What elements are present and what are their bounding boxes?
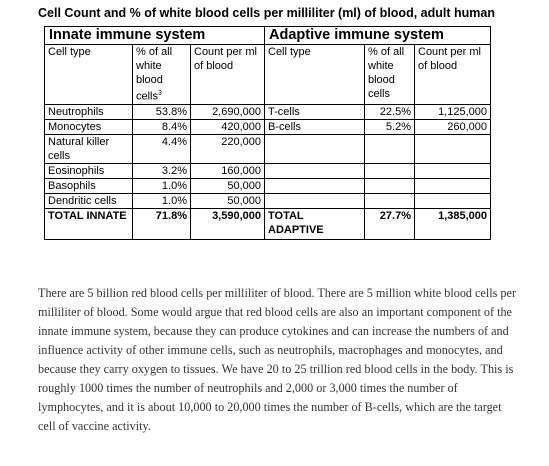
footnote-marker: 3 [158,90,162,97]
innate-cell-count: 50,000 [191,178,265,193]
innate-cell-type: Basophils [45,178,133,193]
total-row [45,208,491,239]
innate-cell-pct: 3.2% [133,163,191,178]
innate-cell-pct: 4.4% [133,134,191,163]
innate-total-pct: 71.8% [133,208,191,239]
innate-heading: Innate immune system [45,27,265,45]
adaptive-empty-cell [415,134,491,163]
adaptive-empty-cell [415,178,491,193]
adaptive-empty-cell [365,134,415,163]
section-header-row [45,27,491,45]
adaptive-cell-count: 260,000 [415,119,491,134]
adaptive-empty-cell [265,193,365,208]
adaptive-heading: Adaptive immune system [265,27,491,45]
adaptive-empty-cell [265,178,365,193]
innate-cell-pct: 1.0% [133,193,191,208]
adaptive-empty-cell [365,193,415,208]
innate-cell-count: 50,000 [191,193,265,208]
table-row [45,104,491,119]
innate-cell-pct: 1.0% [133,178,191,193]
adaptive-total-pct: 27.7% [365,208,415,239]
innate-cell-count: 2,690,000 [191,104,265,119]
innate-cell-count: 420,000 [191,119,265,134]
table-row [45,134,491,163]
table-row [45,178,491,193]
table-row [45,119,491,134]
innate-col-count: Count per ml of blood [191,45,265,105]
innate-total-label: TOTAL INNATE [45,208,133,239]
table-row [45,163,491,178]
innate-cell-count: 220,000 [191,134,265,163]
adaptive-cell-count: 1,125,000 [415,104,491,119]
adaptive-total-count: 1,385,000 [415,208,491,239]
innate-cell-pct: 53.8% [133,104,191,119]
adaptive-cell-type: B-cells [265,119,365,134]
column-header-row [45,45,491,105]
adaptive-empty-cell [265,163,365,178]
table-title: Cell Count and % of white blood cells per milliliter (ml) of blood, adult human [38,6,495,20]
adaptive-cell-type: T-cells [265,104,365,119]
innate-col-pct: % of all white blood cells$^3$ [133,45,191,105]
body-paragraph: There are 5 billion red blood cells per milliliter of blood. There are 5 million white blood cells per milliliter of blood. Some would argue that red blood cells are also an important component of the innate immune system, because they can produce cytokines and can increase the numbers of and influence activity of other immune cells, such as neutrophils, macrophages and monocytes, and because they carry oxygen to tissues. We have 20 to 25 trillion red blood cells in the body. This is roughly 1000 times the number of neutrophils and 2,000 or 3,000 times the number of lymphocytes, and it is about 10,000 to 20,000 times the number of B-cells, which are the target cell of vaccine activity. [38,286,516,433]
adaptive-empty-cell [365,163,415,178]
innate-cell-type: Monocytes [45,119,133,134]
innate-cell-count: 160,000 [191,163,265,178]
adaptive-col-type: Cell type [265,45,365,105]
innate-cell-type: Neutrophils [45,104,133,119]
adaptive-empty-cell [365,178,415,193]
body-paragraph-container [38,284,518,436]
adaptive-cell-pct: 5.2% [365,119,415,134]
adaptive-empty-cell [415,163,491,178]
adaptive-col-count: Count per ml of blood [415,45,491,105]
adaptive-col-pct: % of all white blood cells [365,45,415,105]
adaptive-empty-cell [415,193,491,208]
adaptive-empty-cell [265,134,365,163]
innate-col-type: Cell type [45,45,133,105]
innate-cell-type: Eosinophils [45,163,133,178]
innate-cell-pct: 8.4% [133,119,191,134]
cell-count-table [44,26,491,240]
table-row [45,193,491,208]
innate-total-count: 3,590,000 [191,208,265,239]
adaptive-cell-pct: 22.5% [365,104,415,119]
innate-cell-type: Natural killer cells [45,134,133,163]
innate-cell-type: Dendritic cells [45,193,133,208]
adaptive-total-label: TOTAL ADAPTIVE [265,208,365,239]
